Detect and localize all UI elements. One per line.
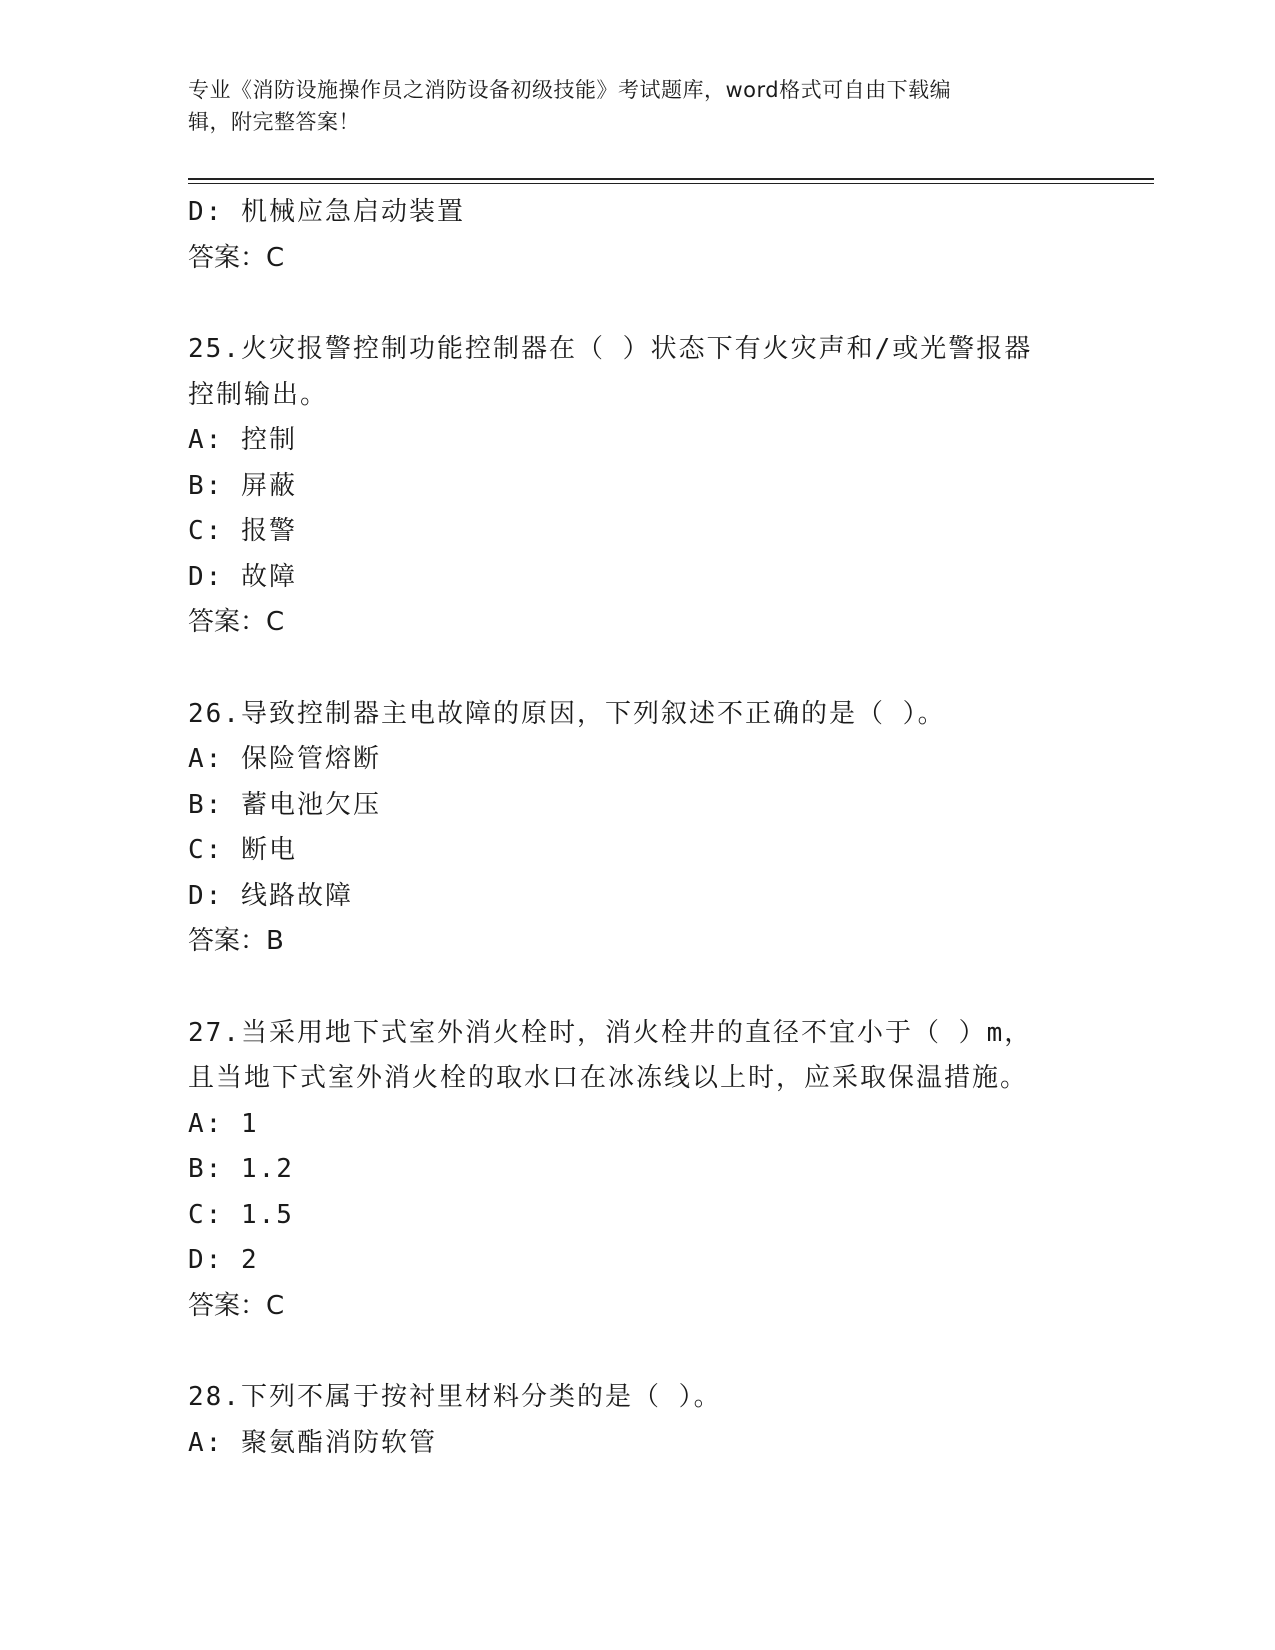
header-line-1: 专业《消防设施操作员之消防设备初级技能》考试题库，word格式可自由下载编 xyxy=(188,78,952,102)
question-25 xyxy=(188,327,1088,646)
header-rule-thin xyxy=(188,183,1154,184)
option-b: B: 蓄电池欠压 xyxy=(188,789,381,820)
option-b: B: 1.2 xyxy=(188,1154,294,1184)
option-d: D: 机械应急启动装置 xyxy=(188,197,465,227)
option-c: C: 报警 xyxy=(188,516,297,546)
question-text-continued: 且当地下式室外消火栓的取水口在冰冻线以上时，应采取保温措施。 xyxy=(188,1063,1029,1093)
spacer xyxy=(188,646,1088,692)
header-line-2: 辑，附完整答案！ xyxy=(188,110,360,134)
question-text: 25.火灾报警控制功能控制器在（ ）状态下有火灾声和/或光警报器 xyxy=(188,334,1033,364)
answer-line: 答案：C xyxy=(188,1290,285,1321)
option-d: D: 线路故障 xyxy=(188,880,353,911)
option-d: D: 故障 xyxy=(188,561,297,592)
question-26 xyxy=(188,692,1088,965)
answer-line: 答案：C xyxy=(188,242,285,273)
option-a: A: 1 xyxy=(188,1108,259,1139)
option-c: C: 1.5 xyxy=(188,1199,294,1230)
spacer xyxy=(188,1329,1088,1375)
question-28 xyxy=(188,1375,1088,1466)
option-b: B: 屏蔽 xyxy=(188,470,297,501)
spacer xyxy=(188,965,1088,1011)
option-a: A: 聚氨酯消防软管 xyxy=(188,1427,437,1458)
answer-line: 答案：C xyxy=(188,607,285,637)
option-c: C: 断电 xyxy=(188,835,297,865)
spacer xyxy=(188,281,1088,327)
question-text-continued: 控制输出。 xyxy=(188,379,329,410)
question-text: 28.下列不属于按衬里材料分类的是（ ）。 xyxy=(188,1382,722,1412)
header-rule-thick xyxy=(188,178,1154,180)
document-header xyxy=(188,74,1088,138)
option-a: A: 控制 xyxy=(188,425,297,455)
question-27 xyxy=(188,1011,1088,1330)
option-d: D: 2 xyxy=(188,1245,259,1275)
question-text: 27.当采用地下式室外消火栓时，消火栓井的直径不宜小于（ ）m， xyxy=(188,1017,1033,1048)
question-content xyxy=(188,190,1088,1466)
answer-line: 答案：B xyxy=(188,926,284,956)
question-text: 26.导致控制器主电故障的原因，下列叙述不正确的是（ ）。 xyxy=(188,698,946,729)
option-a: A: 保险管熔断 xyxy=(188,744,381,774)
